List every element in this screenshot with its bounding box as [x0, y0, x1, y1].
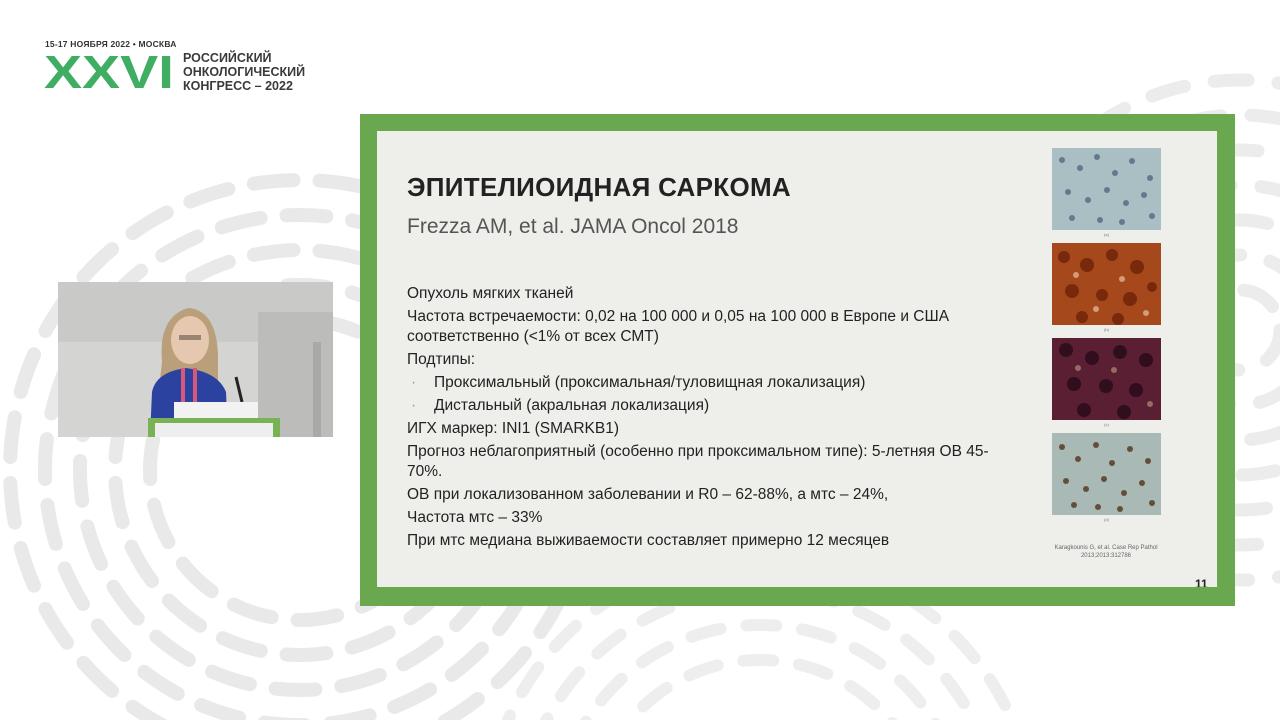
congress-title — [183, 51, 305, 93]
slide-subtitle: Frezza AM, et al. JAMA Oncol 2018 — [407, 215, 739, 238]
body-line: ОВ при локализованном заболевании и R0 – 62-88%, а мтс – 24%, — [407, 486, 889, 503]
roman-numeral-mark — [44, 50, 178, 92]
body-line: Опухоль мягких тканей — [407, 285, 574, 302]
histology-image-b — [1052, 243, 1161, 325]
image-credit: Karagkounis G, et al. Case Rep Pathol 2013;2013:312786 — [1054, 545, 1158, 559]
image-caption: (b) — [1104, 327, 1109, 332]
image-caption: (d) — [1104, 517, 1109, 522]
image-caption: (c) — [1104, 422, 1109, 427]
presentation-slide — [360, 114, 1235, 606]
speaker-video — [58, 282, 333, 437]
body-line: Прогноз неблагоприятный (особенно при проксимальном типе): 5-летняя ОВ 45-70%. — [407, 443, 989, 480]
congress-title-line: РОССИЙСКИЙ — [183, 51, 272, 65]
body-line: При мтс медиана выживаемости составляет примерно 12 месяцев — [407, 532, 890, 549]
histology-image-a — [1052, 148, 1161, 230]
slide-content — [377, 131, 1217, 587]
body-line: Частота мтс – 33% — [407, 509, 543, 526]
roman-numeral: XXVI — [44, 50, 174, 92]
congress-logo — [44, 38, 344, 98]
histology-image-c — [1052, 338, 1161, 420]
image-caption: (a) — [1104, 232, 1109, 237]
body-subitem: · Проксимальный (проксимальная/туловищная локализация) — [407, 373, 1007, 393]
congress-title-line: ОНКОЛОГИЧЕСКИЙ — [183, 65, 306, 79]
slide-body — [407, 284, 1007, 554]
body-subitem: · Дистальный (акральная локализация) — [407, 396, 1007, 416]
body-line: ИГХ маркер: INI1 (SMARKB1) — [407, 420, 620, 437]
speaker-scene — [58, 282, 333, 437]
histology-image-d — [1052, 433, 1161, 515]
congress-title-line: КОНГРЕСС – 2022 — [183, 79, 293, 93]
body-line: Частота встречаемости: 0,02 на 100 000 и 0,05 на 100 000 в Европе и США соответственно (<1% от всех СМТ) — [407, 308, 950, 345]
slide-page-number: 11 — [1195, 577, 1208, 587]
congress-date: 15-17 НОЯБРЯ 2022 • МОСКВА — [45, 39, 177, 49]
body-line: Подтипы: — [407, 351, 476, 368]
slide-title: ЭПИТЕЛИОИДНАЯ САРКОМА — [407, 172, 791, 202]
